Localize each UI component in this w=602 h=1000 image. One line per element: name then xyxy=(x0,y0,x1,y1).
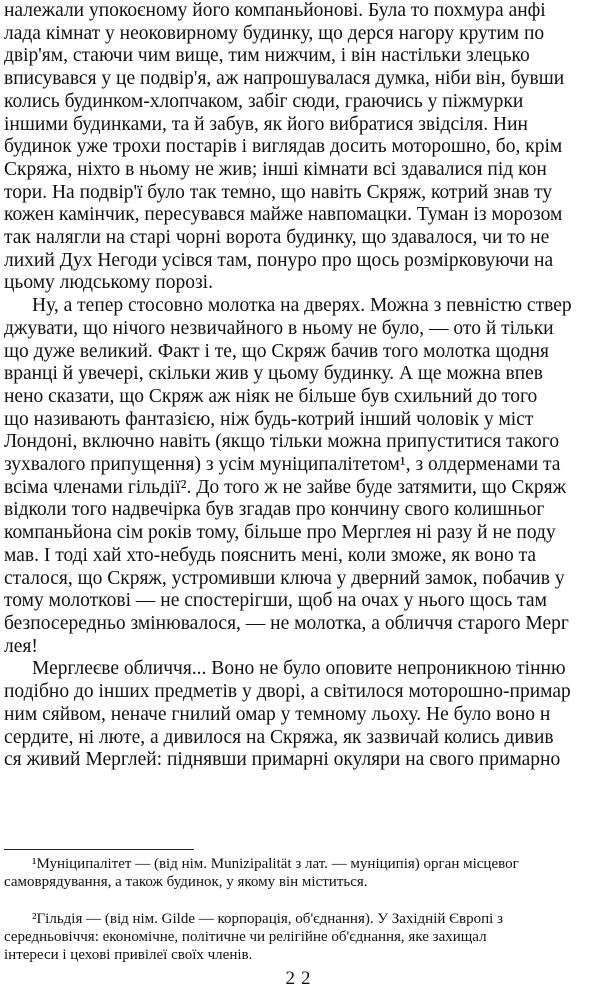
footnote-line: ¹Муніципалітет — (від нім. Munizipalität з лат. — муніципія) орган місцевог xyxy=(32,856,519,872)
text-line: вписувався у це подвір'я, аж напрошувалася думка, ніби він, бувши xyxy=(4,68,565,90)
text-line: колись будинком-хлопчаком, забіг сюди, граючись у піжмурки xyxy=(4,90,524,112)
text-line: будинок уже трохи постарів і виглядав досить моторошно, бо, крім xyxy=(4,136,563,158)
text-line: джувати, що нічого незвичайного в ньому не було, — ото й тільки xyxy=(4,317,554,339)
text-line: цьому людському порозі. xyxy=(4,272,213,294)
text-line: Лондоні, включно навіть (якщо тільки можна припуститися такого xyxy=(4,431,560,453)
text-line: сердите, ні люте, а дивилося на Скряжа, як зазвичай колись дивив xyxy=(4,726,554,748)
footnote-line: інтереси і цехові привілеї своїх членів. xyxy=(4,947,253,963)
text-line: двір'ям, стаючи чим вище, тим нижчим, і він настільки злецько xyxy=(4,45,530,67)
text-line: безпосередньо змінювалося, — не молотка, а обличчя старого Мерг xyxy=(4,612,569,634)
text-line: мав. І тоді хай хто-небудь пояснить мені, коли зможе, як воно та xyxy=(4,544,537,566)
text-line: тому молоткові — не спостерігши, щоб на очах у нього щось там xyxy=(4,590,547,612)
text-line: що називають фантазією, ніж будь-котрий інший чоловік у міст xyxy=(4,408,534,430)
text-line: кожен камінчик, пересувався майже навпомацки. Туман із морозом xyxy=(4,204,563,226)
text-line: тори. На подвір'ї було так темно, що навіть Скряж, котрий знав ту xyxy=(4,181,553,203)
paragraph-start-line: Ну, а тепер стосовно молотка на дверях. Можна з певністю ствер xyxy=(32,295,572,317)
text-line: лея! xyxy=(4,635,38,657)
footnote-line: середньовіччя: економічне, політичне чи релігійне об'єднання, яке захищал xyxy=(4,929,487,945)
text-line: належали упокоєному його компаньйонові. Була то похмура анфі xyxy=(4,0,546,21)
text-line: всіма членами гільдії². До того ж не зайве буде затямити, що Скряж xyxy=(4,476,567,498)
footnote-2 xyxy=(4,910,602,964)
text-line: нено сказати, що Скряж аж ніяк не більше був схильний до того xyxy=(4,385,538,407)
text-line: ся живий Мерглей: піднявши примарні окуляри на свого примарно xyxy=(4,749,561,771)
body-text xyxy=(4,0,602,772)
text-line: Скряжа, ніхто в ньому не жив; інші кімнати всі здавалися під кон xyxy=(4,158,547,180)
text-line: сталося, що Скряж, устромивши ключа у дверний замок, побачив у xyxy=(4,567,565,589)
text-line: так налягли на старі чорні ворота будинку, що здавалося, чи то не xyxy=(4,227,550,249)
footnote-line: самоврядування, а також будинок, у якому він міститься. xyxy=(4,874,368,890)
footnote-line: ²Гільдія — (від нім. Gilde — корпорація, об'єднання). У Західній Європі з xyxy=(32,911,504,927)
text-line: компаньйона сім років тому, більше про Мерглея ні разу й не поду xyxy=(4,522,556,544)
text-line: вранці й увечері, скільки жив у цьому будинку. А ще можна впев xyxy=(4,363,544,385)
text-line: подібно до інших предметів у дворі, а світилося моторошно-примар xyxy=(4,681,571,703)
footnote-divider xyxy=(4,849,194,850)
footnote-1 xyxy=(4,855,602,891)
text-line: відколи того надвечірка був згадав про кончину свого колишньог xyxy=(4,499,545,521)
text-line: лихий Дух Негоди усівся там, понуро про щось розмірковуючи на xyxy=(4,249,554,271)
paragraph-start-line: Мерглеєве обличчя... Воно не було оповите непроникною тінню xyxy=(32,658,566,680)
text-line: лада кімнат у неоковирному будинку, що дерся нагору крутим по xyxy=(4,22,545,44)
text-line: зухвалого припущення) з усім муніципалітетом¹, з олдерменами та xyxy=(4,454,561,476)
text-line: іншими будинками, та й забув, як його вибратися звідсіля. Нин xyxy=(4,113,528,135)
text-line: що дуже великий. Факт і те, що Скряж бачив того молотка щодня xyxy=(4,340,549,362)
text-line: ним сяйвом, неначе гнилий омар у темному льоху. Не було воно н xyxy=(4,703,551,725)
page-number: 22 xyxy=(285,968,317,989)
